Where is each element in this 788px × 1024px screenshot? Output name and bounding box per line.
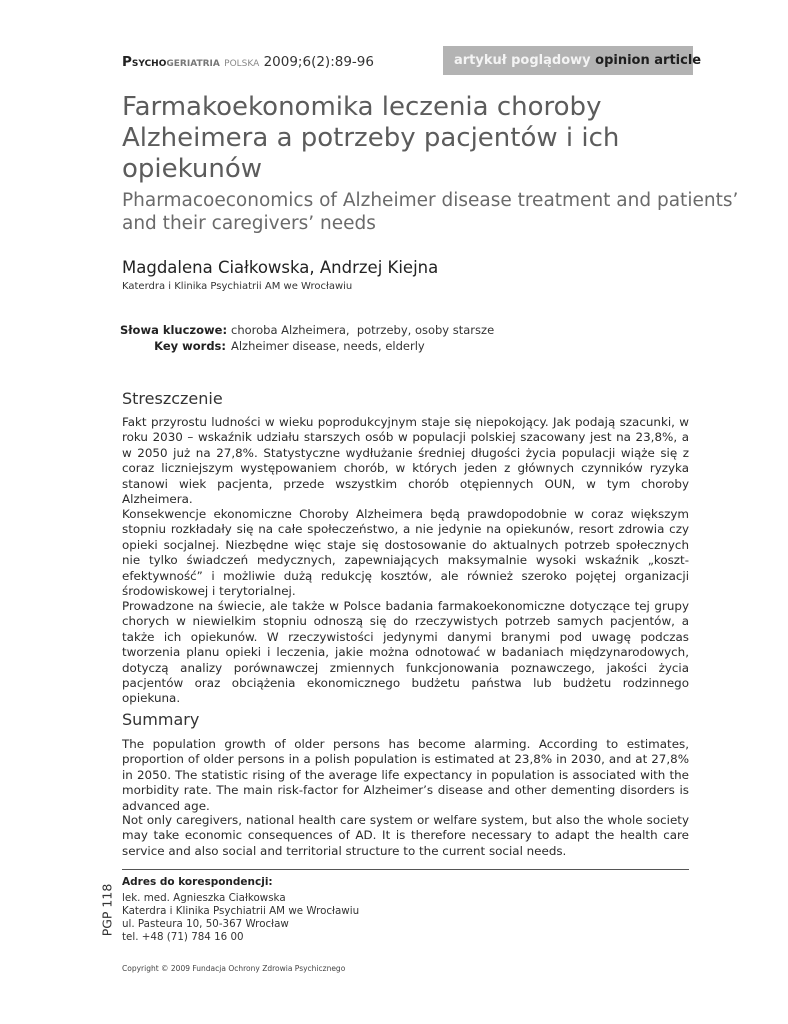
keywords-en-value: Alzheimer disease, needs, elderly [231, 339, 425, 353]
journal-name-part-2: geriatria [166, 54, 220, 70]
affiliation: Katerdra i Klinika Psychiatrii AM we Wrocławiu [122, 281, 353, 292]
page-label [99, 882, 115, 938]
summary-heading: Summary [122, 710, 200, 729]
streszczenie-paragraph: Konsekwencje ekonomiczne Choroby Alzheimera będą prawdopodobnie w coraz większym stopniu rozkładały się na całe społeczeństwo, a nie jedynie na opiekunów, resort zdrowia czy opieki socjalnej. Niezbędne więc staje się dostosowanie do aktualnych potrzeb społecznych nie tylko świadczeń medycznych, zapewniających maksymalnie wysoki wskaźnik „koszt-efektywność” i możliwie dużą redukcję kosztów, ale również szeroko pojętej organizacji środowiskowej i terytorialnej. [122, 507, 689, 599]
title-english: Pharmacoeconomics of Alzheimer disease treatment and patients’ and their caregivers’ needs [122, 190, 739, 234]
summary-paragraph: Not only caregivers, national health care system or welfare system, but also the whole society may take economic consequences of AD. It is therefore necessary to adapt the health care service and also social and territorial structure to the current social needs. [122, 813, 689, 858]
journal-name-part-3: polska [224, 54, 260, 70]
article-type-badge [443, 46, 702, 75]
correspondence-heading: Adres do korespondencji: [122, 876, 273, 888]
keywords-en-label: Key words: [154, 339, 226, 353]
journal-issue: 2009;6(2):89-96 [263, 54, 374, 70]
keywords-pl-label: Słowa kluczowe: [120, 323, 228, 337]
summary-paragraph: The population growth of older persons has become alarming. According to estimates, proportion of older persons in a polish population is estimated at 23,8% in 2030, and at 27,8% in 2050. The statistic rising of the average life expectancy in population is associated with the morbidity rate. The main risk-factor for Alzheimer’s disease and other dementing disorders is advanced age. [122, 737, 689, 813]
correspondence-line: lek. med. Agnieszka Ciałkowska [122, 892, 286, 904]
copyright: Copyright © 2009 Fundacja Ochrony Zdrowia Psychicznego [122, 964, 346, 973]
keywords-pl-value: choroba Alzheimera, potrzeby, osoby starsze [231, 323, 495, 337]
correspondence-line: ul. Pasteura 10, 50-367 Wrocław [122, 918, 289, 930]
article-type-pl: artykuł poglądowy [454, 53, 591, 68]
correspondence-line: Katerdra i Klinika Psychiatrii AM we Wrocławiu [122, 905, 360, 917]
divider [122, 869, 689, 870]
correspondence-line: tel. +48 (71) 784 16 00 [122, 931, 244, 943]
authors: Magdalena Ciałkowska, Andrzej Kiejna [122, 258, 439, 277]
streszczenie-heading: Streszczenie [122, 389, 223, 408]
journal-name-part-1: Psycho [122, 54, 167, 70]
journal-citation [122, 54, 374, 70]
streszczenie-paragraph: Prowadzone na świecie, ale także w Polsce badania farmakoekonomiczne dotyczące tej grupy chorych w niewielkim stopniu odnoszą się do rzeczywistych potrzeb samych pacjentów, a także ich opiekunów. W rzeczywistości jedynymi danymi branymi pod uwagę podczas tworzenia planu opieki i leczenia, jakie można odnotować w badaniach międzynarodowych, dotyczą analizy porównawczej zmiennych funkcjonowania poznawczego, jakości życia pacjentów oraz obciążenia ekonomicznego budżetu państwa lub budżetu rodzinnego opiekuna. [122, 599, 689, 706]
title-polish: Farmakoekonomika leczenia choroby Alzheimera a potrzeby pacjentów i ich opiekunów [122, 92, 620, 184]
page-number: PGP 118 [99, 883, 115, 937]
streszczenie-paragraph: Fakt przyrostu ludności w wieku poprodukcyjnym staje się niepokojący. Jak podają szacunki, w roku 2030 – wskaźnik udziału starszych osób w populacji polskiej szacowany jest na 23,8%, a w 2050 już na 27,8%. Statystyczne wydłużanie średniej długości życia populacji wiąże się z coraz liczniejszym występowaniem chorób, w których jeden z głównych czynników ryzyka stanowi wiek pacjenta, przede wszystkim chorób otępiennych OUN, w tym choroby Alzheimera. [122, 415, 689, 507]
article-type-en: opinion article [595, 53, 702, 68]
